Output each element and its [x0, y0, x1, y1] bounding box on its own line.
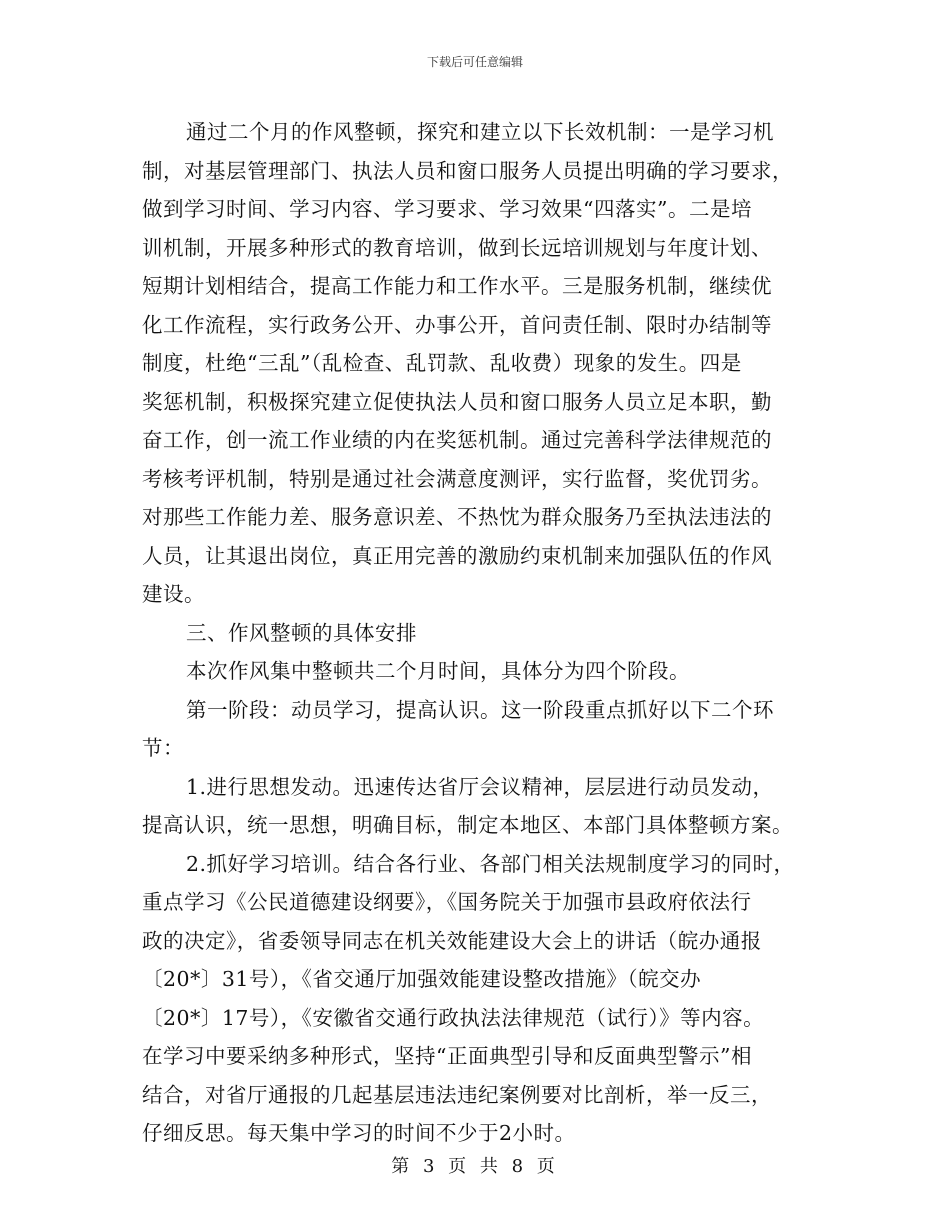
- text-line: 制，对基层管理部门、执法人员和窗口服务人员提出明确的学习要求，: [142, 158, 793, 183]
- text-line: 结合，对省厅通报的几起基层违法违纪案例要对比剖析，举一反三，: [142, 1082, 772, 1107]
- page-header: 下载后可任意编辑: [426, 55, 523, 69]
- text-line: 节：: [142, 736, 184, 760]
- document-body: [142, 113, 822, 1153]
- text-line: 仔细反思。每天集中学习的时间不少于2小时。: [142, 1121, 576, 1145]
- text-line: 1.进行思想发动。迅速传达省厅会议精神，层层进行动员发动，: [186, 774, 774, 799]
- text-line: 做到学习时间、学习内容、学习要求、学习效果“四落实”。二是培: [142, 197, 752, 221]
- text-line: 提高认识，统一思想，明确目标，制定本地区、本部门具体整顿方案。: [142, 813, 793, 837]
- text-line: 短期计划相结合，提高工作能力和工作水平。三是服务机制，继续优: [142, 274, 772, 298]
- text-line: 人员，让其退出岗位，真正用完善的激励约束机制来加强队伍的作风: [142, 543, 772, 568]
- text-line: 政的决定》，省委领导同志在机关效能建设大会上的讲话（皖办通报: [142, 928, 762, 953]
- text-line: 重点学习《公民道德建设纲要》，《国务院关于加强市县政府依法行: [142, 890, 752, 914]
- text-line: 本次作风集中整顿共二个月时间，具体分为四个阶段。: [186, 659, 690, 683]
- text-line: 〔20*〕17号），《安徽省交通行政执法法律规范（试行）》等内容。: [142, 1005, 765, 1030]
- text-line: 通过二个月的作风整顿，探究和建立以下长效机制：一是学习机: [186, 120, 774, 144]
- text-line: 在学习中要采纳多种形式，坚持“正面典型引导和反面典型警示”相: [142, 1044, 752, 1068]
- text-line: 三、作风整顿的具体安排: [186, 620, 417, 645]
- text-line: 奖惩机制，积极探究建立促使执法人员和窗口服务人员立足本职，勤: [142, 389, 772, 414]
- text-line: 第一阶段：动员学习，提高认识。这一阶段重点抓好以下二个环: [186, 697, 774, 722]
- text-line: 〔20*〕31号），《省交通厅加强效能建设整改措施》（皖交办: [142, 967, 702, 991]
- text-line: 奋工作，创一流工作业绩的内在奖惩机制。通过完善科学法律规范的: [142, 428, 772, 452]
- text-line: 制度，杜绝“三乱”（乱检查、乱罚款、乱收费）现象的发生。四是: [142, 351, 742, 375]
- text-line: 2.抓好学习培训。结合各行业、各部门相关法规制度学习的同时，: [186, 851, 795, 876]
- text-line: 对那些工作能力差、服务意识差、不热忱为群众服务乃至执法违法的: [142, 505, 772, 529]
- text-line: 训机制，开展多种形式的教育培训，做到长远培训规划与年度计划、: [142, 235, 772, 260]
- text-line: 化工作流程，实行政务公开、办事公开，首问责任制、限时办结制等: [142, 312, 772, 337]
- page-footer: 第 3 页 共 8 页: [391, 1156, 559, 1177]
- text-line: 建设。: [142, 582, 205, 606]
- text-line: 考核考评机制，特别是通过社会满意度测评，实行监督，奖优罚劣。: [142, 466, 772, 491]
